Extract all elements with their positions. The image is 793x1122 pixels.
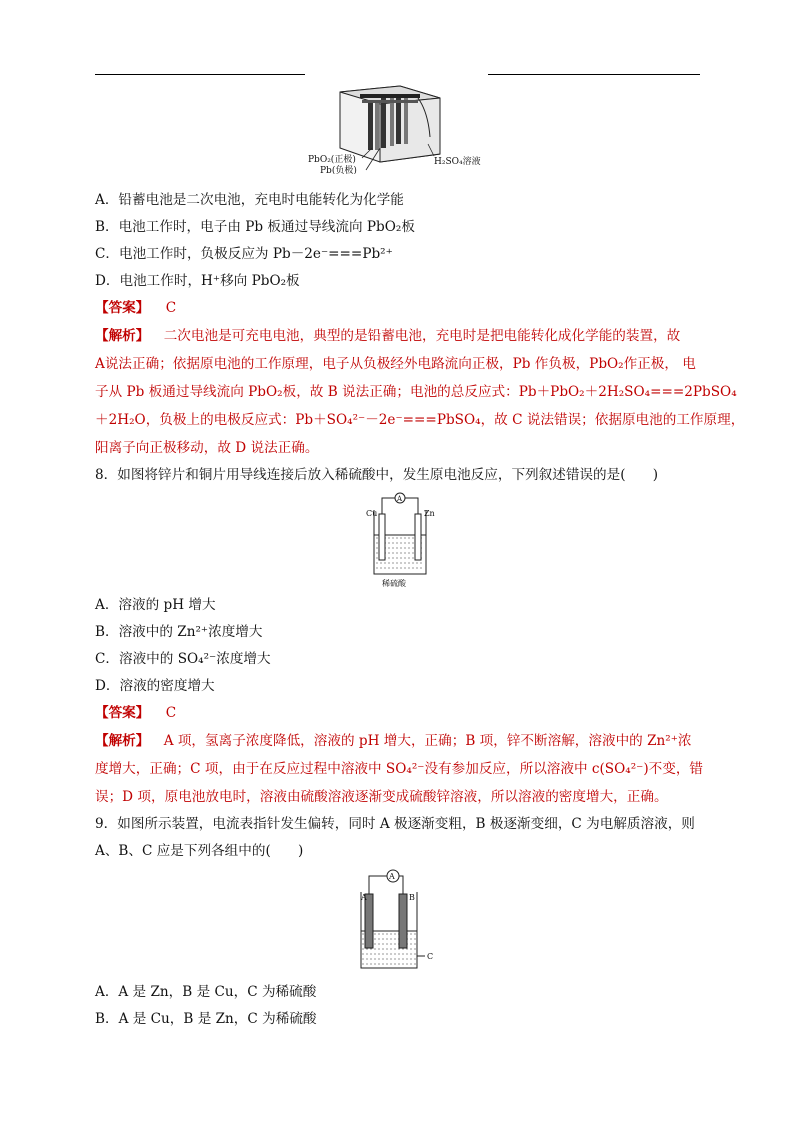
q9-option-a: A．A 是 Zn，B 是 Cu，C 为稀硫酸 (95, 984, 317, 1000)
q9-b-label: B (409, 893, 415, 902)
label-h2so4: H₂SO₄溶液 (434, 157, 481, 167)
q9-a-label: A (361, 893, 367, 902)
label-pb: Pb(负极) (320, 166, 357, 174)
q7-option-a: A．铅蓄电池是二次电池，充电时电能转化为化学能 (95, 192, 404, 208)
q8-meter-label: A (397, 495, 403, 503)
q7-analysis-line-3: 子从 Pb 板通过导线流向 PbO₂板，故 B 说法正确；电池的总反应式：Pb＋PbO₂＋2H₂SO₄===2PbSO₄ (95, 384, 737, 400)
q9-stem-line-2: A、B、C 应是下列各组中的( ) (95, 843, 304, 859)
q7-answer (95, 298, 176, 318)
q7-option-c: C．电池工作时，负极反应为 Pb－2e⁻===Pb²⁺ (95, 246, 393, 262)
q8-caption: 稀硫酸 (382, 579, 406, 588)
q8-analysis-line-2: 度增大，正确；C 项，由于在反应过程中溶液中 SO₄²⁻没有参加反应，所以溶液中 c(SO₄²⁻)不变，错 (95, 761, 704, 777)
q8-answer-value: C (165, 705, 177, 721)
q7-analysis-line-4: ＋2H₂O，负极上的电极反应式：Pb＋SO₄²⁻－2e⁻===PbSO₄，故 C 说法错误；依据原电池的工作原理， (95, 412, 745, 428)
q8-option-d: D．溶液的密度增大 (95, 678, 215, 694)
q9-stem-line-1: 9．如图所示装置，电流表指针发生偏转，同时 A 极逐渐变粗，B 极逐渐变细，C 为电解质溶液，则 (95, 816, 695, 832)
q7-option-d: D．电池工作时，H⁺移向 PbO₂板 (95, 273, 300, 289)
q8-option-b: B．溶液中的 Zn²⁺浓度增大 (95, 624, 263, 640)
q9-meter-label: A (389, 872, 395, 881)
q7-analysis-line-2: A说法正确；依据原电池的工作原理，电子从负极经外电路流向正极，Pb 作负极，PbO₂作正极， 电 (95, 356, 696, 372)
q7-analysis-label: 【解析】 (95, 328, 150, 344)
q8-option-c: C．溶液中的 SO₄²⁻浓度增大 (95, 651, 271, 667)
q7-analysis-line-1: 【解析】 二次电池是可充电电池，典型的是铅蓄电池，充电时是把电能转化成化学能的装置，故 (95, 328, 681, 344)
q8-answer (95, 703, 176, 723)
label-pbo2: PbO₂(正极) (308, 155, 356, 165)
q8-analysis-line-1: 【解析】 A 项，氢离子浓度降低，溶液的 pH 增大，正确；B 项，锌不断溶解，溶液中的 Zn²⁺浓 (95, 733, 692, 749)
cell-abc-figure (355, 868, 445, 972)
q8-answer-label: 【答案】 (95, 705, 150, 721)
q8-cu-label: Cu (366, 509, 378, 518)
q7-answer-value: C (165, 300, 177, 316)
q8-analysis-label: 【解析】 (95, 733, 150, 749)
q8-option-a: A．溶液的 pH 增大 (95, 597, 216, 613)
q8-stem: 8．如图将锌片和铜片用导线连接后放入稀硫酸中，发生原电池反应，下列叙述错误的是( ) (95, 467, 659, 483)
lead-acid-battery-figure (300, 82, 500, 174)
q9-option-b: B．A 是 Cu，B 是 Zn，C 为稀硫酸 (95, 1011, 317, 1027)
q8-analysis-line-3: 误；D 项，原电池放电时，溶液由硫酸溶液逐渐变成硫酸锌溶液，所以溶液的密度增大，正确。 (95, 789, 668, 805)
q7-analysis-line-5: 阳离子向正极移动，故 D 说法正确。 (95, 440, 319, 456)
q7-answer-label: 【答案】 (95, 300, 150, 316)
q8-zn-label: Zn (424, 509, 435, 518)
zn-cu-cell-figure (360, 488, 440, 588)
q9-c-label: C (427, 952, 434, 961)
q7-option-b: B．电池工作时，电子由 Pb 板通过导线流向 PbO₂板 (95, 219, 415, 235)
header-rule-right (488, 74, 700, 75)
header-rule-left (95, 74, 305, 75)
